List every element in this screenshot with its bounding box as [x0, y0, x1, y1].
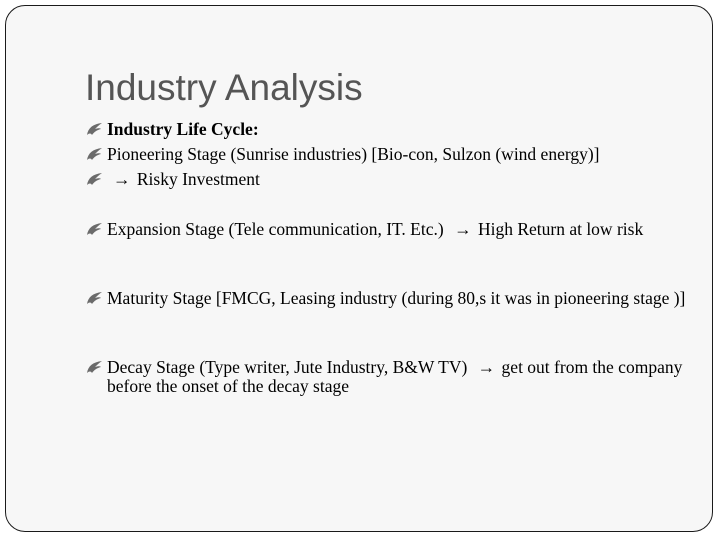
- bullet-item: [85, 145, 695, 164]
- wing-bullet-icon: [86, 172, 103, 187]
- bullet-text: get out from the company before the onset of the decay stage: [107, 357, 683, 396]
- bullet-text: Risky Investment: [136, 169, 260, 189]
- slide-title: Industry Analysis: [85, 67, 363, 108]
- bullet-text: Pioneering Stage (Sunrise industries) [Bio-con, Sulzon (wind energy)]: [107, 144, 600, 164]
- bullet-item: [85, 358, 695, 396]
- bullet-item: [85, 170, 695, 189]
- wing-bullet-icon: [86, 222, 103, 237]
- slide: [5, 5, 713, 532]
- wing-bullet-icon: [86, 122, 103, 137]
- arrow-icon: →: [454, 219, 472, 239]
- wing-bullet-icon: [86, 147, 103, 162]
- bullet-text: High Return at low risk: [477, 219, 644, 239]
- bullet-item: [85, 120, 695, 139]
- bullet-text: Expansion Stage (Tele communication, IT. Etc.): [107, 219, 444, 239]
- bullet-text: Maturity Stage [FMCG, Leasing industry (during 80,s it was in pioneering stage )]: [107, 288, 686, 308]
- wing-bullet-icon: [86, 360, 103, 375]
- arrow-icon: →: [477, 357, 496, 377]
- bullet-text: Decay Stage (Type writer, Jute Industry, B&W TV): [107, 357, 468, 377]
- bullet-item: [85, 220, 695, 239]
- wing-bullet-icon: [86, 291, 103, 306]
- bullet-item: [85, 289, 695, 308]
- bullet-text: Industry Life Cycle:: [107, 119, 259, 139]
- arrow-icon: →: [113, 169, 131, 189]
